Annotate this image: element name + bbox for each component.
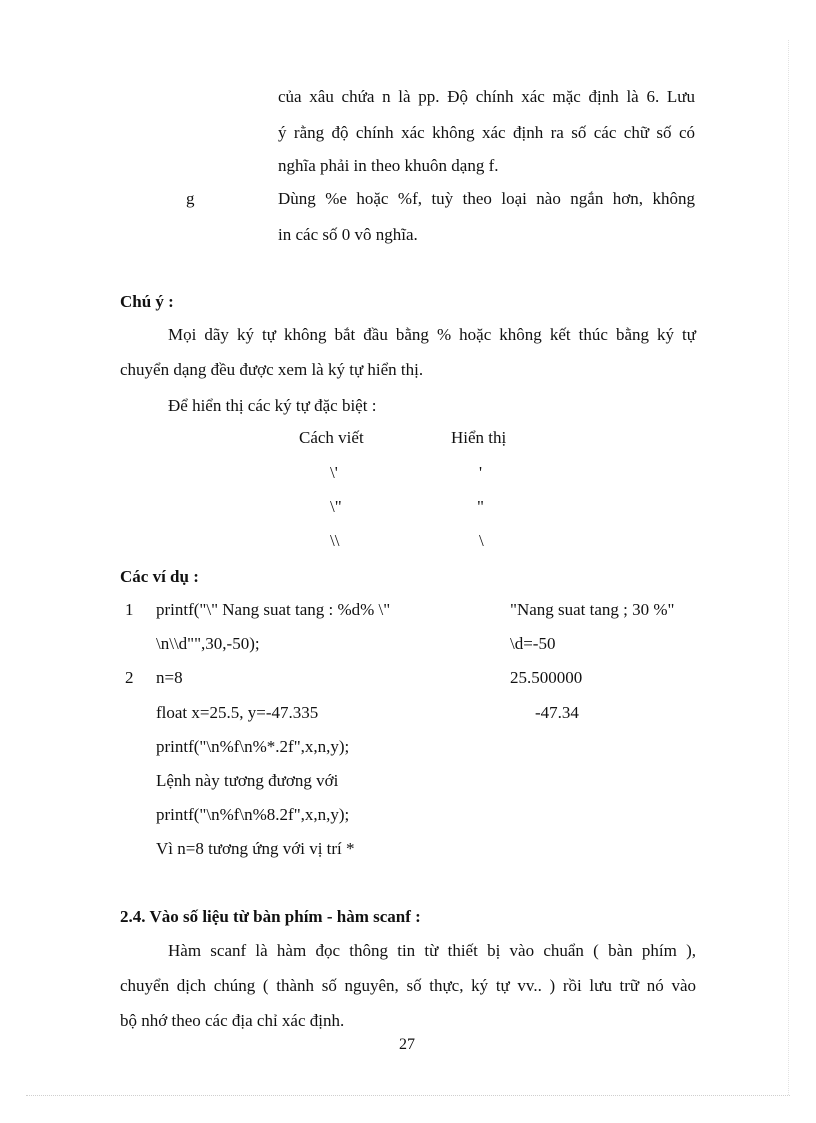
example-2-code-line: printf("\n%f\n%*.2f",x,n,y); xyxy=(156,737,350,756)
spec-g-line-2: in các số 0 vô nghĩa. xyxy=(278,225,418,244)
spec-g-code: g xyxy=(186,189,195,208)
section-2-4-line-1: Hàm scanf là hàm đọc thông tin từ thiết bị vào chuẩn ( bàn phím ), xyxy=(168,941,696,960)
example-2-code-line: Vì n=8 tương ứng với vị trí * xyxy=(156,839,355,858)
example-2-code-line: printf("\n%f\n%8.2f",x,n,y); xyxy=(156,805,350,824)
side-divider xyxy=(788,40,789,1095)
escape-display-cell: \ xyxy=(479,531,484,550)
escape-col-write-header: Cách viết xyxy=(299,428,364,447)
note-paragraph-line-1: Mọi dãy ký tự không bắt đầu bằng % hoặc không kết thúc bằng ký tự xyxy=(168,325,696,344)
escape-write-cell: \\ xyxy=(330,531,340,550)
escape-display-cell: ' xyxy=(479,463,483,482)
note-heading: Chú ý : xyxy=(120,292,174,311)
spec-desc-line-1: của xâu chứa n là pp. Độ chính xác mặc định là 6. Lưu xyxy=(278,87,695,106)
example-1-output-line-2: \d=-50 xyxy=(510,634,556,653)
example-2-code-line: float x=25.5, y=-47.335 xyxy=(156,703,319,722)
example-2-output-line-2: -47.34 xyxy=(535,703,579,722)
example-2-number: 2 xyxy=(125,668,134,687)
page-number: 27 xyxy=(399,1036,415,1053)
escape-write-cell: \' xyxy=(330,463,338,482)
example-2-code-line: n=8 xyxy=(156,668,183,687)
example-1-code-line-2: \n\\d"",30,-50); xyxy=(156,634,260,653)
escape-col-display-header: Hiển thị xyxy=(451,428,507,447)
footer-divider xyxy=(26,1095,790,1096)
example-2-output-line-1: 25.500000 xyxy=(510,668,583,687)
spec-g-line-1: Dùng %e hoặc %f, tuỳ theo loại nào ngắn hơn, không xyxy=(278,189,695,208)
examples-heading: Các ví dụ : xyxy=(120,567,199,586)
example-1-number: 1 xyxy=(125,600,134,619)
escape-write-cell: \" xyxy=(330,497,342,516)
example-1-output-line-1: "Nang suat tang ; 30 %" xyxy=(510,600,675,619)
section-2-4-heading: 2.4. Vào số liệu từ bàn phím - hàm scanf : xyxy=(120,907,421,926)
section-2-4-line-3: bộ nhớ theo các địa chỉ xác định. xyxy=(120,1011,345,1030)
section-2-4-line-2: chuyển dịch chúng ( thành số nguyên, số thực, ký tự vv.. ) rồi lưu trữ nó vào xyxy=(120,976,696,995)
escape-display-cell: " xyxy=(477,497,484,516)
spec-desc-line-2: ý rằng độ chính xác không xác định ra số các chữ số có xyxy=(278,123,695,142)
special-chars-intro: Để hiển thị các ký tự đặc biệt : xyxy=(168,396,377,415)
spec-desc-line-3: nghĩa phải in theo khuôn dạng f. xyxy=(278,156,499,175)
example-2-code-line: Lệnh này tương đương với xyxy=(156,771,339,790)
example-1-code-line-1: printf("\" Nang suat tang : %d% \" xyxy=(156,600,391,619)
note-paragraph-line-2: chuyển dạng đều được xem là ký tự hiển thị. xyxy=(120,360,424,379)
